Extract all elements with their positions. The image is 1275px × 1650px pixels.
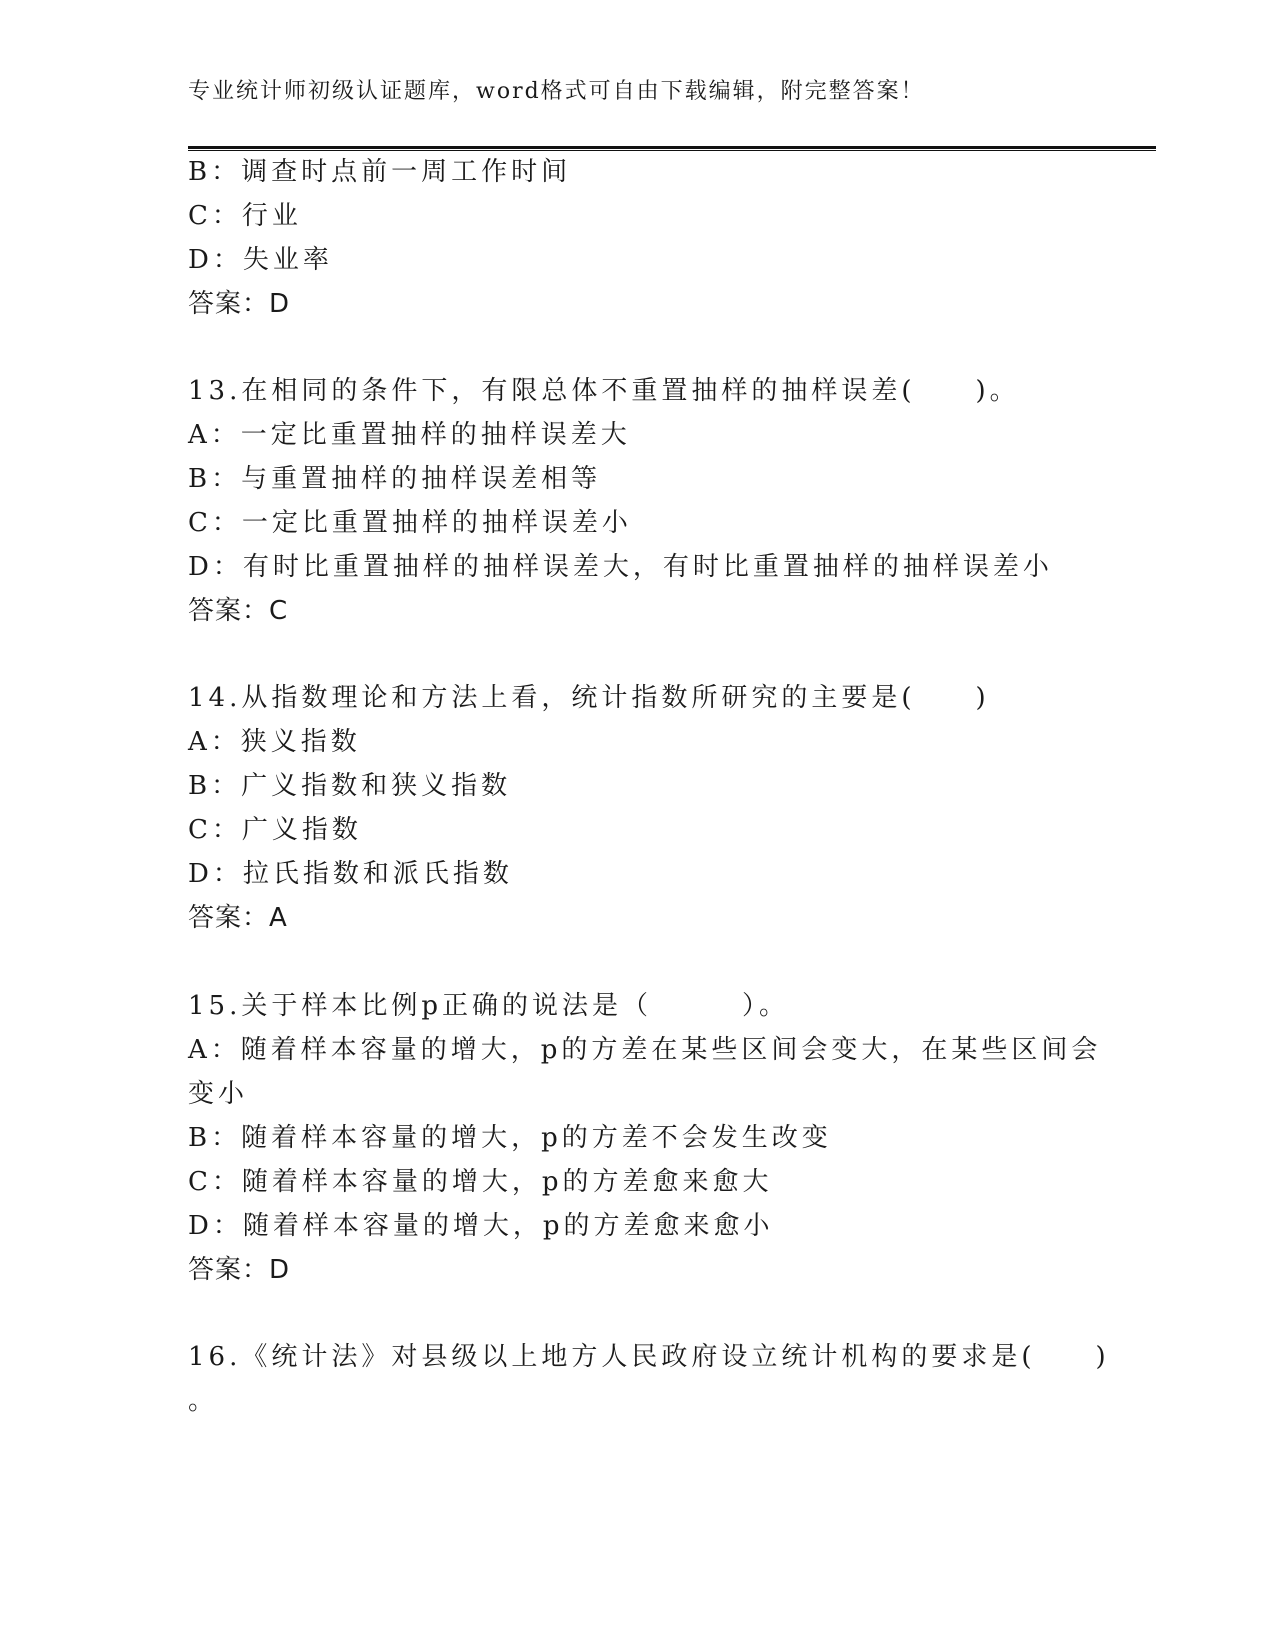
q16-question-line1: 16.《统计法》对县级以上地方人民政府设立统计机构的要求是( ) xyxy=(188,1342,1110,1372)
q15-option-d: D：随着样本容量的增大，p的方差愈来愈小 xyxy=(188,1211,774,1241)
q13-option-d: D：有时比重置抽样的抽样误差大，有时比重置抽样的抽样误差小 xyxy=(188,552,1053,582)
q16-question-line2: 。 xyxy=(188,1386,219,1416)
q15-answer: 答案：D xyxy=(188,1255,291,1285)
q12-option-c: C：行业 xyxy=(188,201,302,231)
q13-answer: 答案：C xyxy=(188,596,289,626)
q15-question: 15.关于样本比例p正确的说法是（ ）。 xyxy=(188,991,789,1021)
q14-question: 14.从指数理论和方法上看，统计指数所研究的主要是( ) xyxy=(188,683,990,713)
q13-option-a: A：一定比重置抽样的抽样误差大 xyxy=(188,420,631,450)
q15-option-a-line1: A：随着样本容量的增大，p的方差在某些区间会变大，在某些区间会 xyxy=(188,1035,1102,1065)
header-rule xyxy=(188,146,1156,151)
q15-option-a-line2: 变小 xyxy=(188,1079,249,1109)
q15-option-c: C：随着样本容量的增大，p的方差愈来愈大 xyxy=(188,1167,773,1197)
q13-option-c: C：一定比重置抽样的抽样误差小 xyxy=(188,508,632,538)
q14-option-c: C：广义指数 xyxy=(188,815,362,845)
q13-option-b: B：与重置抽样的抽样误差相等 xyxy=(188,464,602,494)
page-header: 专业统计师初级认证题库，word格式可自由下载编辑，附完整答案！ xyxy=(188,79,925,104)
q12-option-b: B：调查时点前一周工作时间 xyxy=(188,157,572,187)
q14-answer: 答案：A xyxy=(188,903,288,933)
q14-option-a: A：狭义指数 xyxy=(188,727,361,757)
q14-option-b: B：广义指数和狭义指数 xyxy=(188,771,512,801)
q13-question: 13.在相同的条件下，有限总体不重置抽样的抽样误差( )。 xyxy=(188,376,1020,406)
q14-option-d: D：拉氏指数和派氏指数 xyxy=(188,859,513,889)
q15-option-b: B：随着样本容量的增大，p的方差不会发生改变 xyxy=(188,1123,832,1153)
q12-option-d: D：失业率 xyxy=(188,245,333,275)
q12-answer: 答案：D xyxy=(188,289,291,319)
